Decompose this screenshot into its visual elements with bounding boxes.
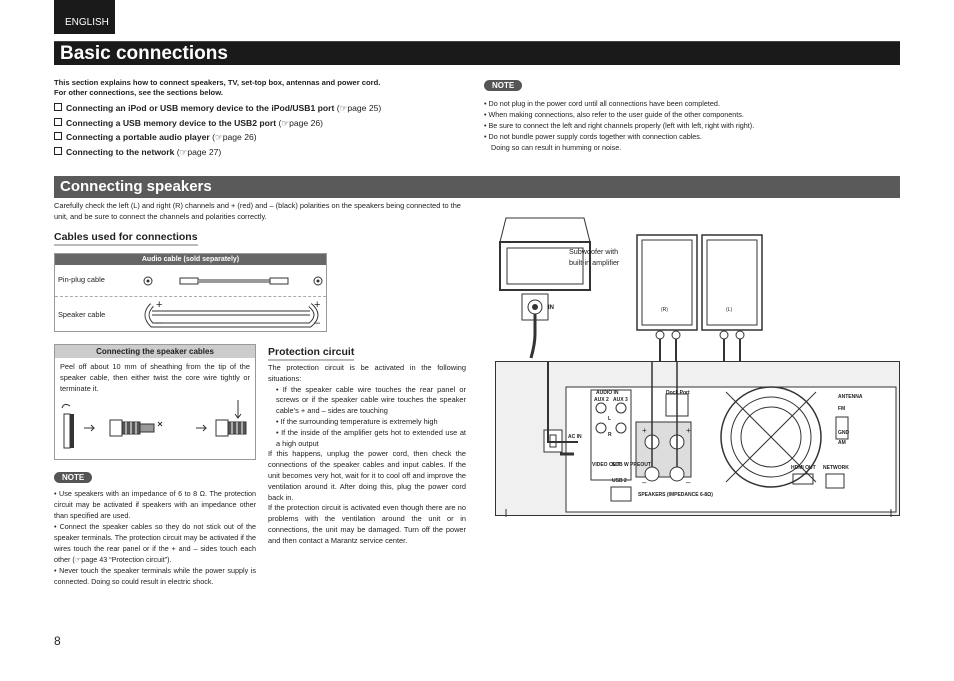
link-item[interactable]: Connecting to the network (☞page 27) (54, 145, 474, 160)
in-label: IN (548, 305, 554, 311)
note-item: • Use speakers with an impedance of 6 to 8 Ω. The protection circuit may be activated if speakers with an impedance other than specified are used. (54, 488, 256, 521)
speaker-r-icon (637, 235, 697, 330)
speaker-cable-icon (147, 305, 316, 325)
hdmi-out-label: HDMI OUT (791, 465, 816, 471)
connection-diagram (470, 210, 910, 370)
protection-heading: Protection circuit (268, 346, 354, 361)
minus-sign: – (642, 478, 647, 487)
intro-line-1: This section explains how to connect speakers, TV, set-top box, antennas and power cord. (54, 78, 381, 87)
plus-sign: + (156, 299, 163, 311)
speaker-r-label: (R) (661, 307, 668, 313)
speaker-cable-instructions: Peel off about 10 mm of sheathing from the tip of the speaker cable, then either twist the core wire tightly or terminate it. (60, 362, 250, 393)
note-item: • Connect the speaker cables so they do not stick out of the speaker terminals. The protection circuit may be activated if the wires touch the rear panel or if the + and – sides touch each other (☞page 43 “Protection circuit”). (54, 521, 256, 565)
speakers-label: SPEAKERS (IMPEDANCE 6-8Ω) (638, 492, 713, 498)
intro-text (54, 78, 454, 98)
checkbox-icon (54, 103, 62, 111)
note-item: • Never touch the speaker terminals while the power supply is connected. Doing so could result in electric shock. (54, 565, 256, 587)
protection-item: • If the inside of the amplifier gets hot to extended use at a high output (276, 428, 466, 450)
cable-table (54, 253, 327, 332)
section-title: Connecting speakers (54, 176, 900, 198)
intro-line-2: For other connections, see the sections below. (54, 88, 223, 97)
note-top (484, 75, 884, 153)
protection-item: • If the speaker cable wire touches the rear panel or screws or if the speaker cable wire touches the speaker cable’s + and – sides are touching (276, 385, 466, 417)
sub-w-preout-label: SUB W PREOUT (612, 462, 651, 468)
page-ref-icon: ☞ (339, 103, 348, 113)
page-ref-icon: ☞ (214, 132, 223, 143)
link-item[interactable]: Connecting a USB memory device to the USB2 port (☞page 26) (54, 116, 474, 131)
ac-in-label: AC IN (568, 434, 582, 440)
audio-in-label: AUDIO IN (596, 390, 619, 396)
section-intro: Carefully check the left (L) and right (R) channels and + (red) and – (black) polarities on the speakers being connected to the unit, and be sure to connect the channels and polarities correctly. (54, 201, 461, 221)
subwoofer-label: Subwoofer with built-in amplifier (569, 247, 620, 267)
link-item[interactable]: Connecting a portable audio player (☞page 26) (54, 130, 474, 145)
cable-illustration (140, 269, 325, 331)
speaker-cable-box (54, 344, 256, 460)
minus-sign: – (314, 317, 321, 329)
protection-item: • If the surrounding temperature is extremely high (276, 417, 466, 428)
checkbox-icon (54, 132, 62, 140)
note-item: • When making connections, also refer to the user guide of the other components. (484, 109, 884, 120)
note-badge: NOTE (484, 80, 522, 91)
speaker-l-label: (L) (726, 307, 733, 313)
dock-port-label: Dock Port (666, 390, 690, 396)
antenna-label: ANTENNA (838, 394, 863, 400)
link-item[interactable]: Connecting an iPod or USB memory device to the iPod/USB1 port (☞page 25) (54, 101, 474, 116)
aux3-label: AUX 3 (613, 397, 628, 403)
protection-paragraph: If this happens, unplug the power cord, then check the connections of the speaker cables and input cables. If the unit becomes very hot, wait for it to cool off and improve the ventilation around it. After doing this, plug the power cord back in. (268, 449, 466, 502)
usb2-label: USB 2 (612, 478, 627, 484)
minus-sign: – (686, 478, 691, 487)
note-bottom (54, 467, 256, 587)
pin-plug-label: Pin-plug cable (58, 275, 105, 284)
note-item: • Do not bundle power supply cords together with connection cables. (484, 131, 884, 142)
plus-sign: + (686, 426, 691, 435)
minus-sign: – (156, 317, 163, 329)
pin-plug-cable-icon (144, 277, 322, 285)
note-item-continued: Doing so can result in humming or noise. (491, 143, 622, 152)
protection-lead: The protection circuit is be activated in the following situations: (268, 363, 466, 383)
gnd-label: GND (838, 430, 850, 436)
checkbox-icon (54, 147, 62, 155)
plus-sign: + (314, 299, 321, 311)
reference-list (54, 101, 474, 159)
note-badge: NOTE (54, 472, 92, 483)
am-label: AM (838, 440, 846, 446)
speaker-cable-box-title: Connecting the speaker cables (55, 345, 255, 358)
protection-paragraph: If the protection circuit is activated even though there are no problems with the ventilation around the unit or in connections, the unit may be damaged. Turn off the power and then contact a Marantz service center. (268, 503, 466, 545)
note-item: • Do not plug in the power cord until all connections have been completed. (484, 98, 884, 109)
video-out-label: VIDEO OUT (592, 462, 620, 468)
fm-label: FM (838, 406, 846, 412)
page-number: 8 (54, 634, 61, 648)
protection-text (268, 363, 466, 547)
receiver-rear-panel (495, 361, 900, 516)
note-item: • Be sure to connect the left and right channels properly (left with left, right with right). (484, 120, 884, 131)
cable-table-title: Audio cable (sold separately) (55, 254, 326, 265)
speaker-cable-label: Speaker cable (58, 310, 106, 319)
page-title: Basic connections (54, 41, 900, 65)
l-label: L (608, 416, 612, 422)
plus-sign: + (642, 426, 647, 435)
page-ref-icon: ☞ (179, 146, 188, 157)
checkbox-icon (54, 118, 62, 126)
cables-heading: Cables used for connections (54, 231, 198, 246)
aux2-label: AUX 2 (594, 397, 609, 403)
page-ref-icon: ☞ (281, 117, 290, 128)
speaker-l-icon (702, 235, 762, 330)
network-label: NETWORK (823, 465, 849, 471)
language-tab: ENGLISH (54, 0, 115, 34)
r-label: R (608, 432, 612, 438)
terminal-steps-illustration (58, 396, 252, 456)
page-ref-icon: ☞ (74, 555, 82, 564)
